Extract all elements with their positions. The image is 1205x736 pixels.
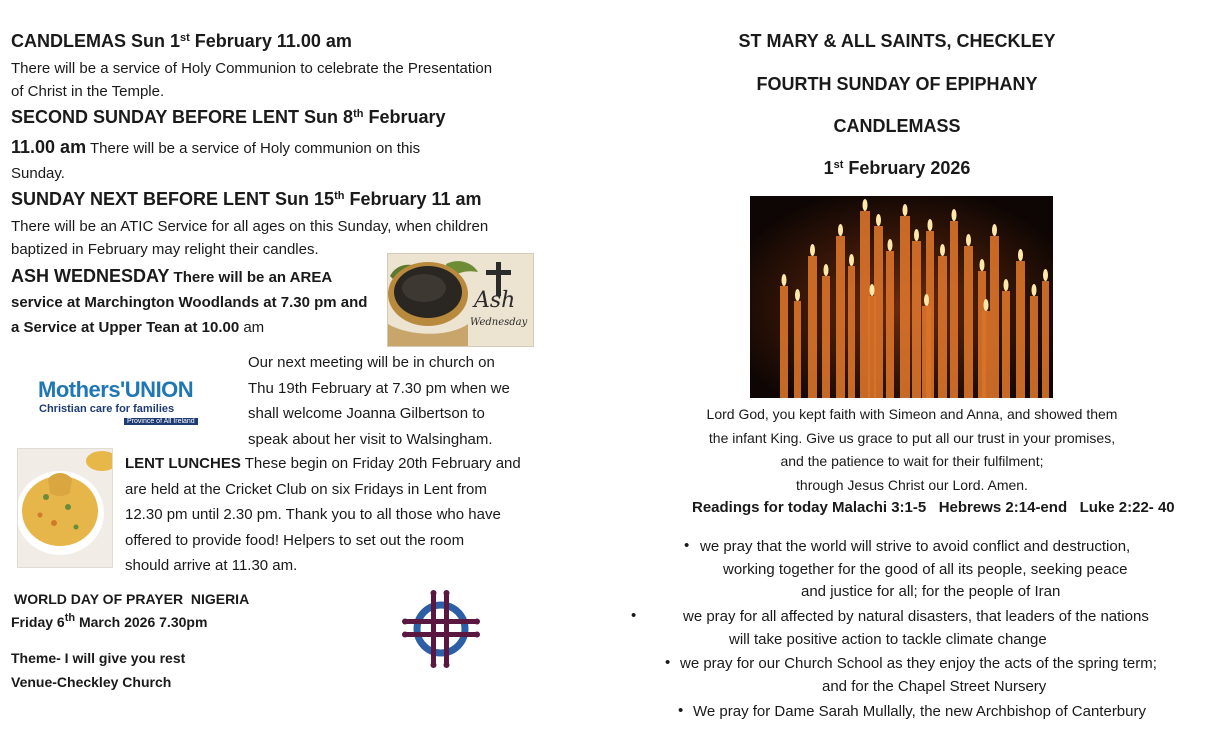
bullet-3-line-2: and for the Chapel Street Nursery (822, 678, 1047, 695)
church-title: ST MARY & ALL SAINTS, CHECKLEY (738, 31, 1056, 51)
bullet-icon: • (678, 702, 684, 719)
soup-image (17, 448, 113, 568)
candlemas-heading: CANDLEMAS Sun 1st February 11.00 am (11, 31, 352, 51)
candles-icon (750, 196, 1053, 398)
mothers-union-logo (38, 377, 223, 432)
mu-tagline: Christian care for families (39, 403, 175, 415)
wdp-venue: Venue-Checkley Church (11, 674, 172, 690)
wdp-date: Friday 6th March 2026 7.30pm (11, 612, 208, 630)
cross-icon (400, 588, 482, 670)
sunday-next-heading: SUNDAY NEXT BEFORE LENT Sun 15th February 11 am (11, 189, 482, 209)
lent-lunches-text: LENT LUNCHES These begin on Friday 20th February and are held at the Cricket Club on six Fridays in Lent from 12.30 pm until 2.30 pm. Thank you to all those who have offered to provide food! Helpers to set out the room should arrive at 11.30 am. (125, 455, 521, 574)
feast-title: CANDLEMASS (833, 116, 961, 136)
ash-image-title: Ash (474, 288, 516, 313)
bullet-icon: • (665, 654, 671, 671)
ash-wednesday-image (387, 253, 534, 347)
bullet-3-line-1: we pray for our Church School as they enjoy the acts of the spring term; (680, 655, 1157, 672)
mu-province: Province of All Ireland (124, 418, 198, 425)
bullet-1-line-2: working together for the good of all its people, seeking peace (723, 561, 1128, 578)
bullet-2-line-1: we pray for all affected by natural disasters, that leaders of the nations (683, 608, 1149, 625)
bullet-icon: • (684, 537, 690, 554)
bullet-1-line-1: we pray that the world will strive to avoid conflict and destruction, (700, 538, 1131, 555)
service-date: 1st February 2026 (823, 158, 971, 178)
soup-bowl-icon (18, 449, 112, 567)
bullet-icon: • (631, 607, 637, 624)
ash-image-subtitle: Wednesday (470, 317, 528, 328)
mu-wordmark: Mothers'UNION (38, 377, 194, 402)
second-sunday-text: 11.00 am There will be a service of Holy communion on this (11, 137, 421, 157)
sunday-title: FOURTH SUNDAY OF EPIPHANY (756, 74, 1038, 94)
wdp-title: WORLD DAY OF PRAYER NIGERIA (14, 591, 250, 607)
second-sunday-text-2: Sunday. (11, 165, 65, 182)
sunday-next-text: There will be an ATIC Service for all ages on this Sunday, when children baptized in February may relight their candles. (11, 218, 489, 258)
bullet-1-line-3: and justice for all; for the people of Iran (801, 583, 1061, 600)
wdp-theme: Theme- I will give you rest (11, 650, 186, 666)
mothers-union-text: Our next meeting will be in church on Thu 19th February at 7.30 pm when we shall welcome Joanna Gilbertson to speak about her visit to Walsingham. (248, 354, 510, 448)
ash-wednesday-block: ASH WEDNESDAY There will be an AREA service at Marchington Woodlands at 7.30 pm and a Service at Upper Tean at 10.00 am (11, 266, 368, 336)
readings: Readings for today Malachi 3:1-5 Hebrews 2:14-end Luke 2:22- 40 (692, 499, 1175, 516)
bullet-4-line-1: We pray for Dame Sarah Mullally, the new Archbishop of Canterbury (693, 703, 1146, 720)
candlemas-text: There will be a service of Holy Communion to celebrate the Presentation of Christ in the Temple. (11, 60, 493, 100)
wdp-logo (400, 588, 482, 670)
collect-prayer: Lord God, you kept faith with Simeon and Anna, and showed them the infant King. Give us grace to put all our trust in your promises, and the patience to wait for their fulfilment; through Jesus Christ our Lord. Amen. (706, 406, 1118, 493)
second-sunday-heading: SECOND SUNDAY BEFORE LENT Sun 8th February (11, 107, 446, 127)
bullet-2-line-2: will take positive action to tackle climate change (729, 631, 1047, 648)
candles-image (750, 196, 1053, 398)
